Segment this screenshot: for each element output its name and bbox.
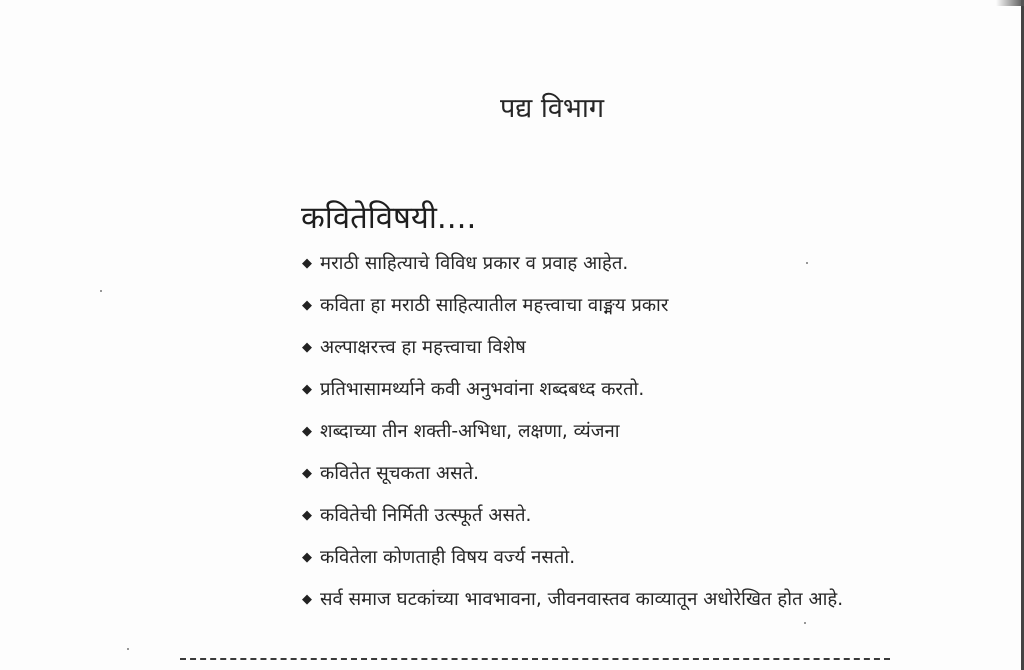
section-title: पद्य विभाग [499,93,605,124]
list-item [302,505,843,547]
diamond-bullet-icon: ◆ [302,508,312,523]
page-corner-shadow [996,0,1024,6]
list-item-text: कवितेची निर्मिती उत्स्फूर्त असते. [320,505,532,526]
list-item [302,463,843,505]
list-item-text: शब्दाच्या तीन शक्ती-अभिधा, लक्षणा, व्यंजना [320,421,620,442]
scan-speck [127,648,129,650]
list-item-text: कविता हा मराठी साहित्यातील महत्त्वाचा वाङ्मय प्रकार [320,295,669,316]
list-item-text: अल्पाक्षरत्त्व हा महत्त्वाचा विशेष [320,337,526,358]
diamond-bullet-icon: ◆ [302,340,312,355]
list-item [302,253,843,295]
diamond-bullet-icon: ◆ [302,550,312,565]
list-item [302,337,843,379]
list-item-text: कवितेत सूचकता असते. [320,463,480,484]
scan-speck [100,290,102,292]
dashed-divider [180,658,890,660]
subheading: कवितेविषयी.... [301,200,477,236]
diamond-bullet-icon: ◆ [302,424,312,439]
list-item [302,295,843,337]
list-item-text: प्रतिभासामर्थ्याने कवी अनुभवांना शब्दबध्द करतो. [320,379,645,400]
list-item-text: मराठी साहित्याचे विविध प्रकार व प्रवाह आहेत. [320,253,629,274]
diamond-bullet-icon: ◆ [302,298,312,313]
points-list [302,253,843,631]
diamond-bullet-icon: ◆ [302,256,312,271]
list-item-text: सर्व समाज घटकांच्या भावभावना, जीवनवास्तव काव्यातून अधोरेखित होत आहे. [320,589,844,610]
scan-speck [806,262,808,264]
list-item [302,379,843,421]
list-item [302,421,843,463]
list-item [302,589,843,631]
diamond-bullet-icon: ◆ [302,592,312,607]
diamond-bullet-icon: ◆ [302,466,312,481]
list-item-text: कवितेला कोणताही विषय वर्ज्य नसतो. [320,547,576,568]
diamond-bullet-icon: ◆ [302,382,312,397]
scan-speck [804,622,806,624]
list-item [302,547,843,589]
